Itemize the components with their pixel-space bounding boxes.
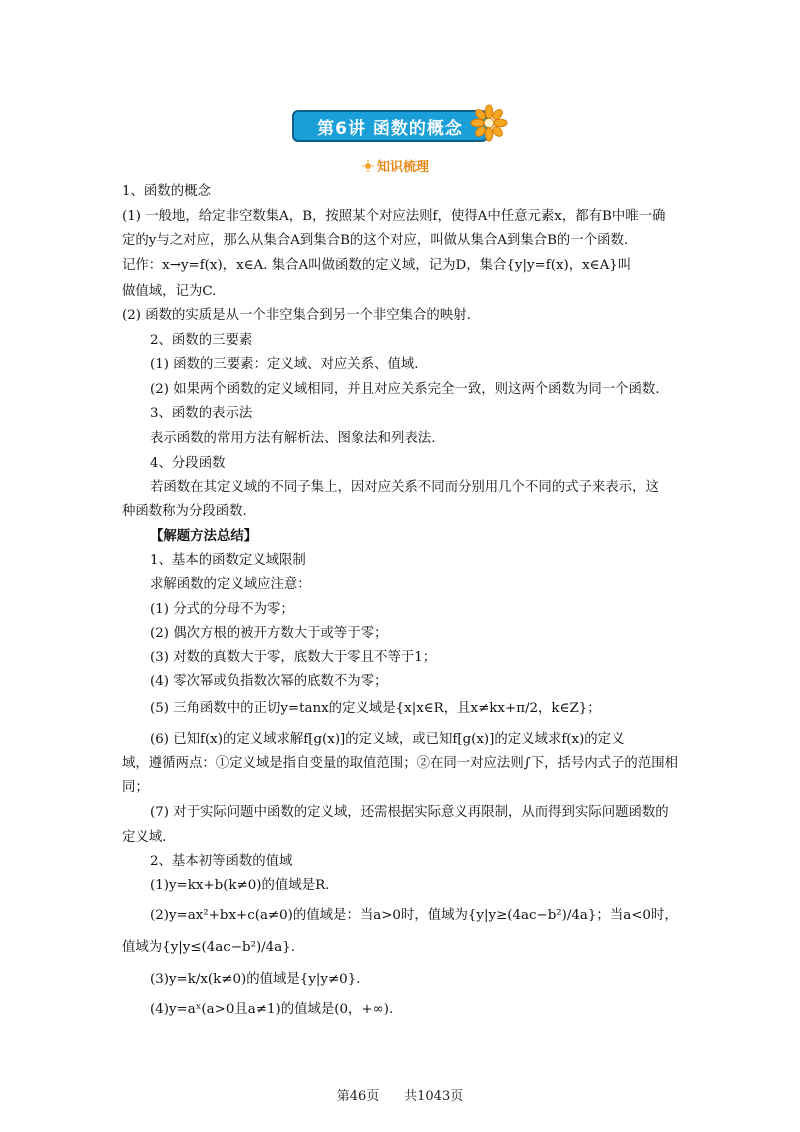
text-line: (1) 函数的三要素：定义域、对应关系、值域. (150, 357, 419, 372)
lecture-title-banner (292, 110, 494, 146)
text-line: 同； (122, 780, 149, 795)
text-line: (4)y=aˣ(a>0且a≠1)的值域是(0，+∞). (150, 1002, 394, 1017)
lecture-title: 第6讲 函数的概念 (292, 110, 488, 142)
text-line: (1) 分式的分母不为零； (150, 602, 294, 617)
text-line: 值域为{y|y≤(4ac−b²)/4a}. (122, 940, 295, 955)
text-line: (7) 对于实际问题中函数的定义域，还需根据实际意义再限制，从而得到实际问题函数的 (150, 805, 669, 820)
heading-function-concept: 1、函数的概念 (122, 184, 211, 199)
heading-range: 2、基本初等函数的值域 (150, 854, 293, 869)
text-line: (3)y=k/x(k≠0)的值域是{y|y≠0}. (150, 972, 361, 987)
text-line: (1)y=kx+b(k≠0)的值域是R. (150, 878, 330, 893)
page-number: 第46页 (336, 1089, 380, 1104)
text-line: (2)y=ax²+bx+c(a≠0)的值域是：当a>0时，值域为{y|y≥(4ac−b²)/4a}；当a<0时， (150, 908, 678, 923)
heading-domain-restrictions: 1、基本的函数定义域限制 (150, 553, 306, 568)
text-line: (2) 偶次方根的被开方数大于或等于零； (150, 626, 388, 641)
text-line: (2) 如果两个函数的定义域相同，并且对应关系完全一致，则这两个函数为同一个函数. (150, 382, 660, 397)
text-line: 求解函数的定义域应注意： (150, 577, 311, 592)
text-line: 域，遵循两点：①定义域是指自变量的取值范围；②在同一对应法则∫下，括号内式子的范围相 (122, 756, 678, 771)
text-line: 定义域. (122, 830, 167, 845)
section-tag-label: 知识梳理 (377, 160, 430, 175)
text-line: 定的y与之对应，那么从集合A到集合B的这个对应，叫做从集合A到集合B的一个函数. (122, 233, 629, 248)
text-line: (4) 零次幂或负指数次幂的底数不为零； (150, 674, 388, 689)
section-tag (362, 156, 429, 175)
text-line: (1) 一般地，给定非空数集A，B，按照某个对应法则f，使得A中任意元素x，都有B中唯一确 (122, 209, 666, 224)
heading-representation: 3、函数的表示法 (150, 406, 253, 421)
heading-three-elements: 2、函数的三要素 (150, 333, 253, 348)
text-line: 表示函数的常用方法有解析法、图象法和列表法. (150, 431, 436, 446)
flower-icon (470, 104, 508, 142)
text-line: (5) 三角函数中的正切y=tanx的定义域是{x|x∈R，且x≠kx+π/2，k∈Z}； (150, 701, 601, 716)
text-line: (3) 对数的真数大于零，底数大于零且不等于1； (150, 650, 437, 665)
text-line: (2) 函数的实质是从一个非空集合到另一个非空集合的映射. (122, 308, 471, 323)
text-line: 种函数称为分段函数. (122, 504, 247, 519)
text-line: (6) 已知f(x)的定义域求解f[g(x)]的定义域，或已知f[g(x)]的定义域求f(x)的定义 (150, 732, 625, 747)
text-line: 做值域，记为C. (122, 284, 217, 299)
heading-method-summary: 【解题方法总结】 (150, 528, 258, 544)
text-line: 记作：x→y=f(x)，x∈A. 集合A叫做函数的定义域，记为D，集合{y|y=f(x)，x∈A}叫 (122, 258, 632, 273)
sun-icon (362, 160, 374, 172)
page-total: 共1043页 (404, 1089, 464, 1104)
text-line: 若函数在其定义域的不同子集上，因对应关系不同而分别用几个不同的式子来表示，这 (150, 480, 659, 495)
heading-piecewise: 4、分段函数 (150, 456, 226, 471)
page-footer (0, 1085, 800, 1104)
